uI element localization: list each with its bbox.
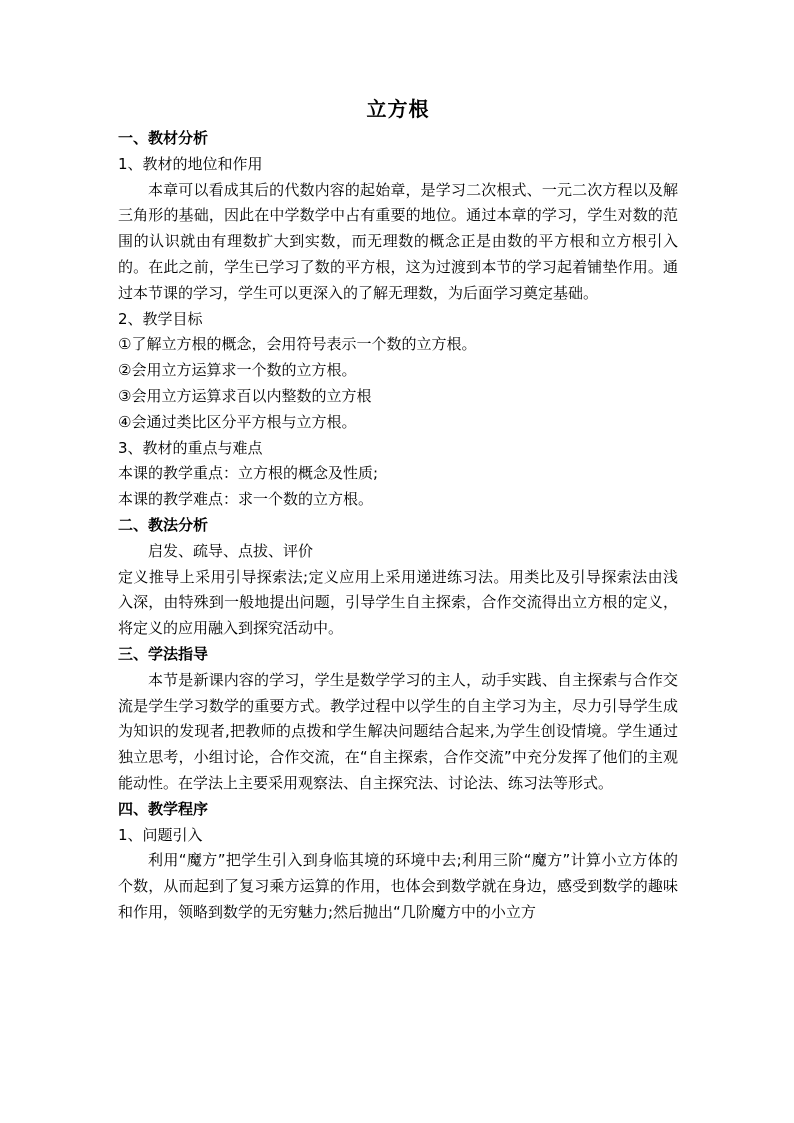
section-heading-2: 二、教法分析 xyxy=(118,515,209,534)
goal-item-3: ③会用立方运算求百以内整数的立方根 xyxy=(118,386,372,405)
goal-item-4: ④会通过类比区分平方根与立方根。 xyxy=(118,412,357,431)
key-point: 本课的教学重点：立方根的概念及性质; xyxy=(118,464,379,483)
paragraph-4: 利用“魔方”把学生引入到身临其境的环境中去;利用三阶“魔方”计算小立方体的个数，从而起到了复习乘方运算的作用，也体会到数学就在身边，感受到数学的趣味和作用，领略到数学的无穷魅力;然后抛出“几阶魔方中的小立方 xyxy=(118,851,678,921)
subheading-4-1: 1、问题引入 xyxy=(118,825,203,844)
subheading-1-3: 3、教材的重点与难点 xyxy=(118,438,263,457)
method-keywords: 启发、疏导、点拔、评价 xyxy=(148,541,314,560)
paragraph-1-1: 本章可以看成其后的代数内容的起始章，是学习二次根式、一元二次方程以及解三角形的基础，因此在中学数学中占有重要的地位。通过本章的学习，学生对数的范围的认识就由有理数扩大到实数，而无理数的概念正是由数的平方根和立方根引入的。在此之前，学生已学习了数的平方根，这为过渡到本节的学习起着铺垫作用。通过本节课的学习，学生可以更深入的了解无理数，为后面学习奠定基础。 xyxy=(118,180,678,302)
goal-item-1: ①了解立方根的概念，会用符号表示一个数的立方根。 xyxy=(118,335,477,354)
section-heading-1: 一、教材分析 xyxy=(118,129,209,147)
paragraph-2: 定义推导上采用引导探索法;定义应用上采用递进练习法。用类比及引导探索法由浅入深，由特殊到一般地提出问题，引导学生自主探索，合作交流得出立方根的定义，将定义的应用融入到探究活动中。 xyxy=(118,567,678,638)
paragraph-3: 本节是新课内容的学习，学生是数学学习的主人，动手实践、自主探索与合作交流是学生学习数学的重要方式。教学过程中以学生的自主学习为主，尽力引导学生成为知识的发现者,把教师的点拨和学生解决问题结合起来,为学生创设情境。学生通过独立思考，小组讨论，合作交流，在“自主探索，合作交流”中充分发挥了他们的主观能动性。在学法上主要采用观察法、自主探究法、讨论法、练习法等形式。 xyxy=(118,670,678,792)
section-heading-3: 三、学法指导 xyxy=(118,644,209,663)
section-heading-4: 四、教学程序 xyxy=(118,799,209,818)
subheading-1-2: 2、教学目标 xyxy=(118,309,203,328)
goal-item-2: ②会用立方运算求一个数的立方根。 xyxy=(118,361,357,380)
difficulty-point: 本课的教学难点：求一个数的立方根。 xyxy=(118,490,374,509)
document-page xyxy=(118,96,678,926)
subheading-1-1: 1、教材的地位和作用 xyxy=(118,154,263,173)
document-title: 立方根 xyxy=(366,97,430,121)
